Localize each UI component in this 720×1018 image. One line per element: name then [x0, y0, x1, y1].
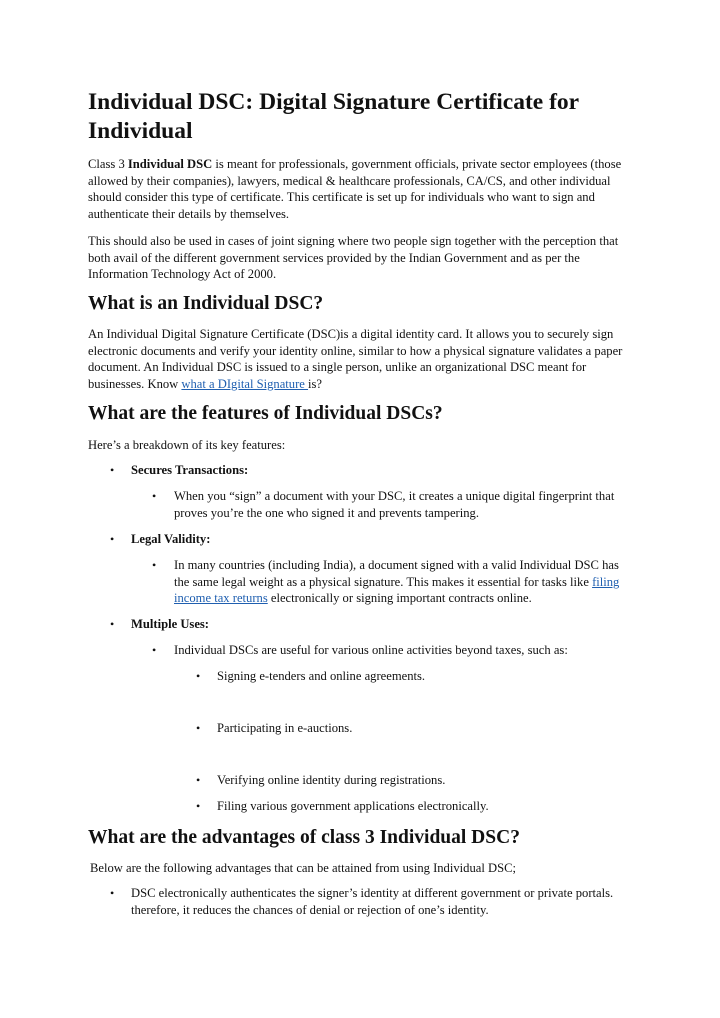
advantage-text: DSC electronically authenticates the signer’s identity at different government or private portals. therefore, it reduces the chances of denial or rejection of one’s identity. [131, 886, 614, 917]
bullet-icon: • [196, 773, 201, 787]
use-case-item: Verifying online identity during registrations. [217, 773, 446, 787]
feature-label: Secures Transactions: [131, 463, 249, 477]
bullet-icon: • [196, 669, 201, 683]
bullet-icon: • [152, 489, 157, 503]
legal-validity-text-end: electronically or signing important contracts online. [267, 591, 532, 605]
list-item [88, 668, 648, 685]
list-item [88, 720, 648, 737]
intro-rest: is meant for professionals, government officials, private sector employees (those allowed by their companies), lawyers, medical & healthcare professionals, CA/CS, and other individual should consider this type of certificate. This certificate is set up for individuals who want to sign and authenticate their details by themselves. [88, 157, 622, 221]
intro-prefix: Class 3 [88, 157, 128, 171]
bullet-icon: • [196, 721, 201, 735]
bullet-icon: • [110, 886, 115, 900]
filing-income-tax-returns-link[interactable]: filing income tax returns [174, 574, 620, 605]
bullet-icon: • [152, 643, 157, 657]
feature-description: Individual DSCs are useful for various online activities beyond taxes, such as: [174, 643, 568, 657]
features-intro: Here’s a breakdown of its key features: [88, 438, 286, 452]
feature-label: Multiple Uses: [131, 617, 210, 631]
list-item [88, 642, 648, 659]
advantages-intro: Below are the following advantages that can be attained from using Individual DSC; [90, 861, 516, 875]
heading-features: What are the features of Individual DSCs? [88, 403, 443, 424]
intro-paragraph-1 [88, 156, 636, 222]
bullet-icon: • [110, 463, 115, 477]
bullet-icon: • [110, 617, 115, 631]
what-is-paragraph [88, 326, 636, 392]
intro-bold-term: Individual DSC [127, 157, 213, 171]
what-is-text-end: is? [308, 376, 323, 391]
use-case-item: Participating in e-auctions. [217, 721, 353, 735]
heading-advantages: What are the advantages of class 3 Individual DSC? [88, 827, 520, 848]
list-item [88, 557, 648, 608]
list-item [88, 772, 648, 789]
bullet-icon: • [152, 558, 157, 572]
page-title: Individual DSC: Digital Signature Certificate for Individual [88, 89, 579, 144]
list-item [88, 885, 648, 919]
list-item [88, 462, 648, 479]
use-case-item: Signing e-tenders and online agreements. [217, 669, 426, 683]
feature-description [174, 557, 626, 607]
bullet-icon: • [196, 799, 201, 813]
feature-label: Legal Validity: [131, 532, 211, 546]
intro-paragraph-2: This should also be used in cases of joint signing where two people sign together with the perception that both avail of the different government services provided by the Indian Government and as per the Information Technology Act of 2000. [88, 234, 619, 281]
what-is-digital-signature-link[interactable]: what a DIgital Signature [181, 376, 309, 391]
bullet-icon: • [110, 532, 115, 546]
list-item [88, 531, 648, 548]
what-is-text: An Individual Digital Signature Certificate (DSC)is a digital identity card. It allows you to securely sign electronic documents and verify your identity online, similar to how a physical signature validates a paper document. An Individual DSC is issued to a single person, unlike an organizational DSC meant for businesses. Know [88, 327, 623, 391]
list-item [88, 488, 648, 522]
legal-validity-text: In many countries (including India), a document signed with a valid Individual DSC has the same legal weight as a physical signature. This makes it essential for tasks like [174, 558, 619, 589]
list-item [88, 616, 648, 633]
feature-description: When you “sign” a document with your DSC, it creates a unique digital fingerprint that proves you’re the one who signed it and prevents tampering. [174, 489, 615, 520]
list-item [88, 798, 648, 815]
heading-what-is: What is an Individual DSC? [88, 293, 324, 314]
use-case-item: Filing various government applications electronically. [217, 799, 489, 813]
